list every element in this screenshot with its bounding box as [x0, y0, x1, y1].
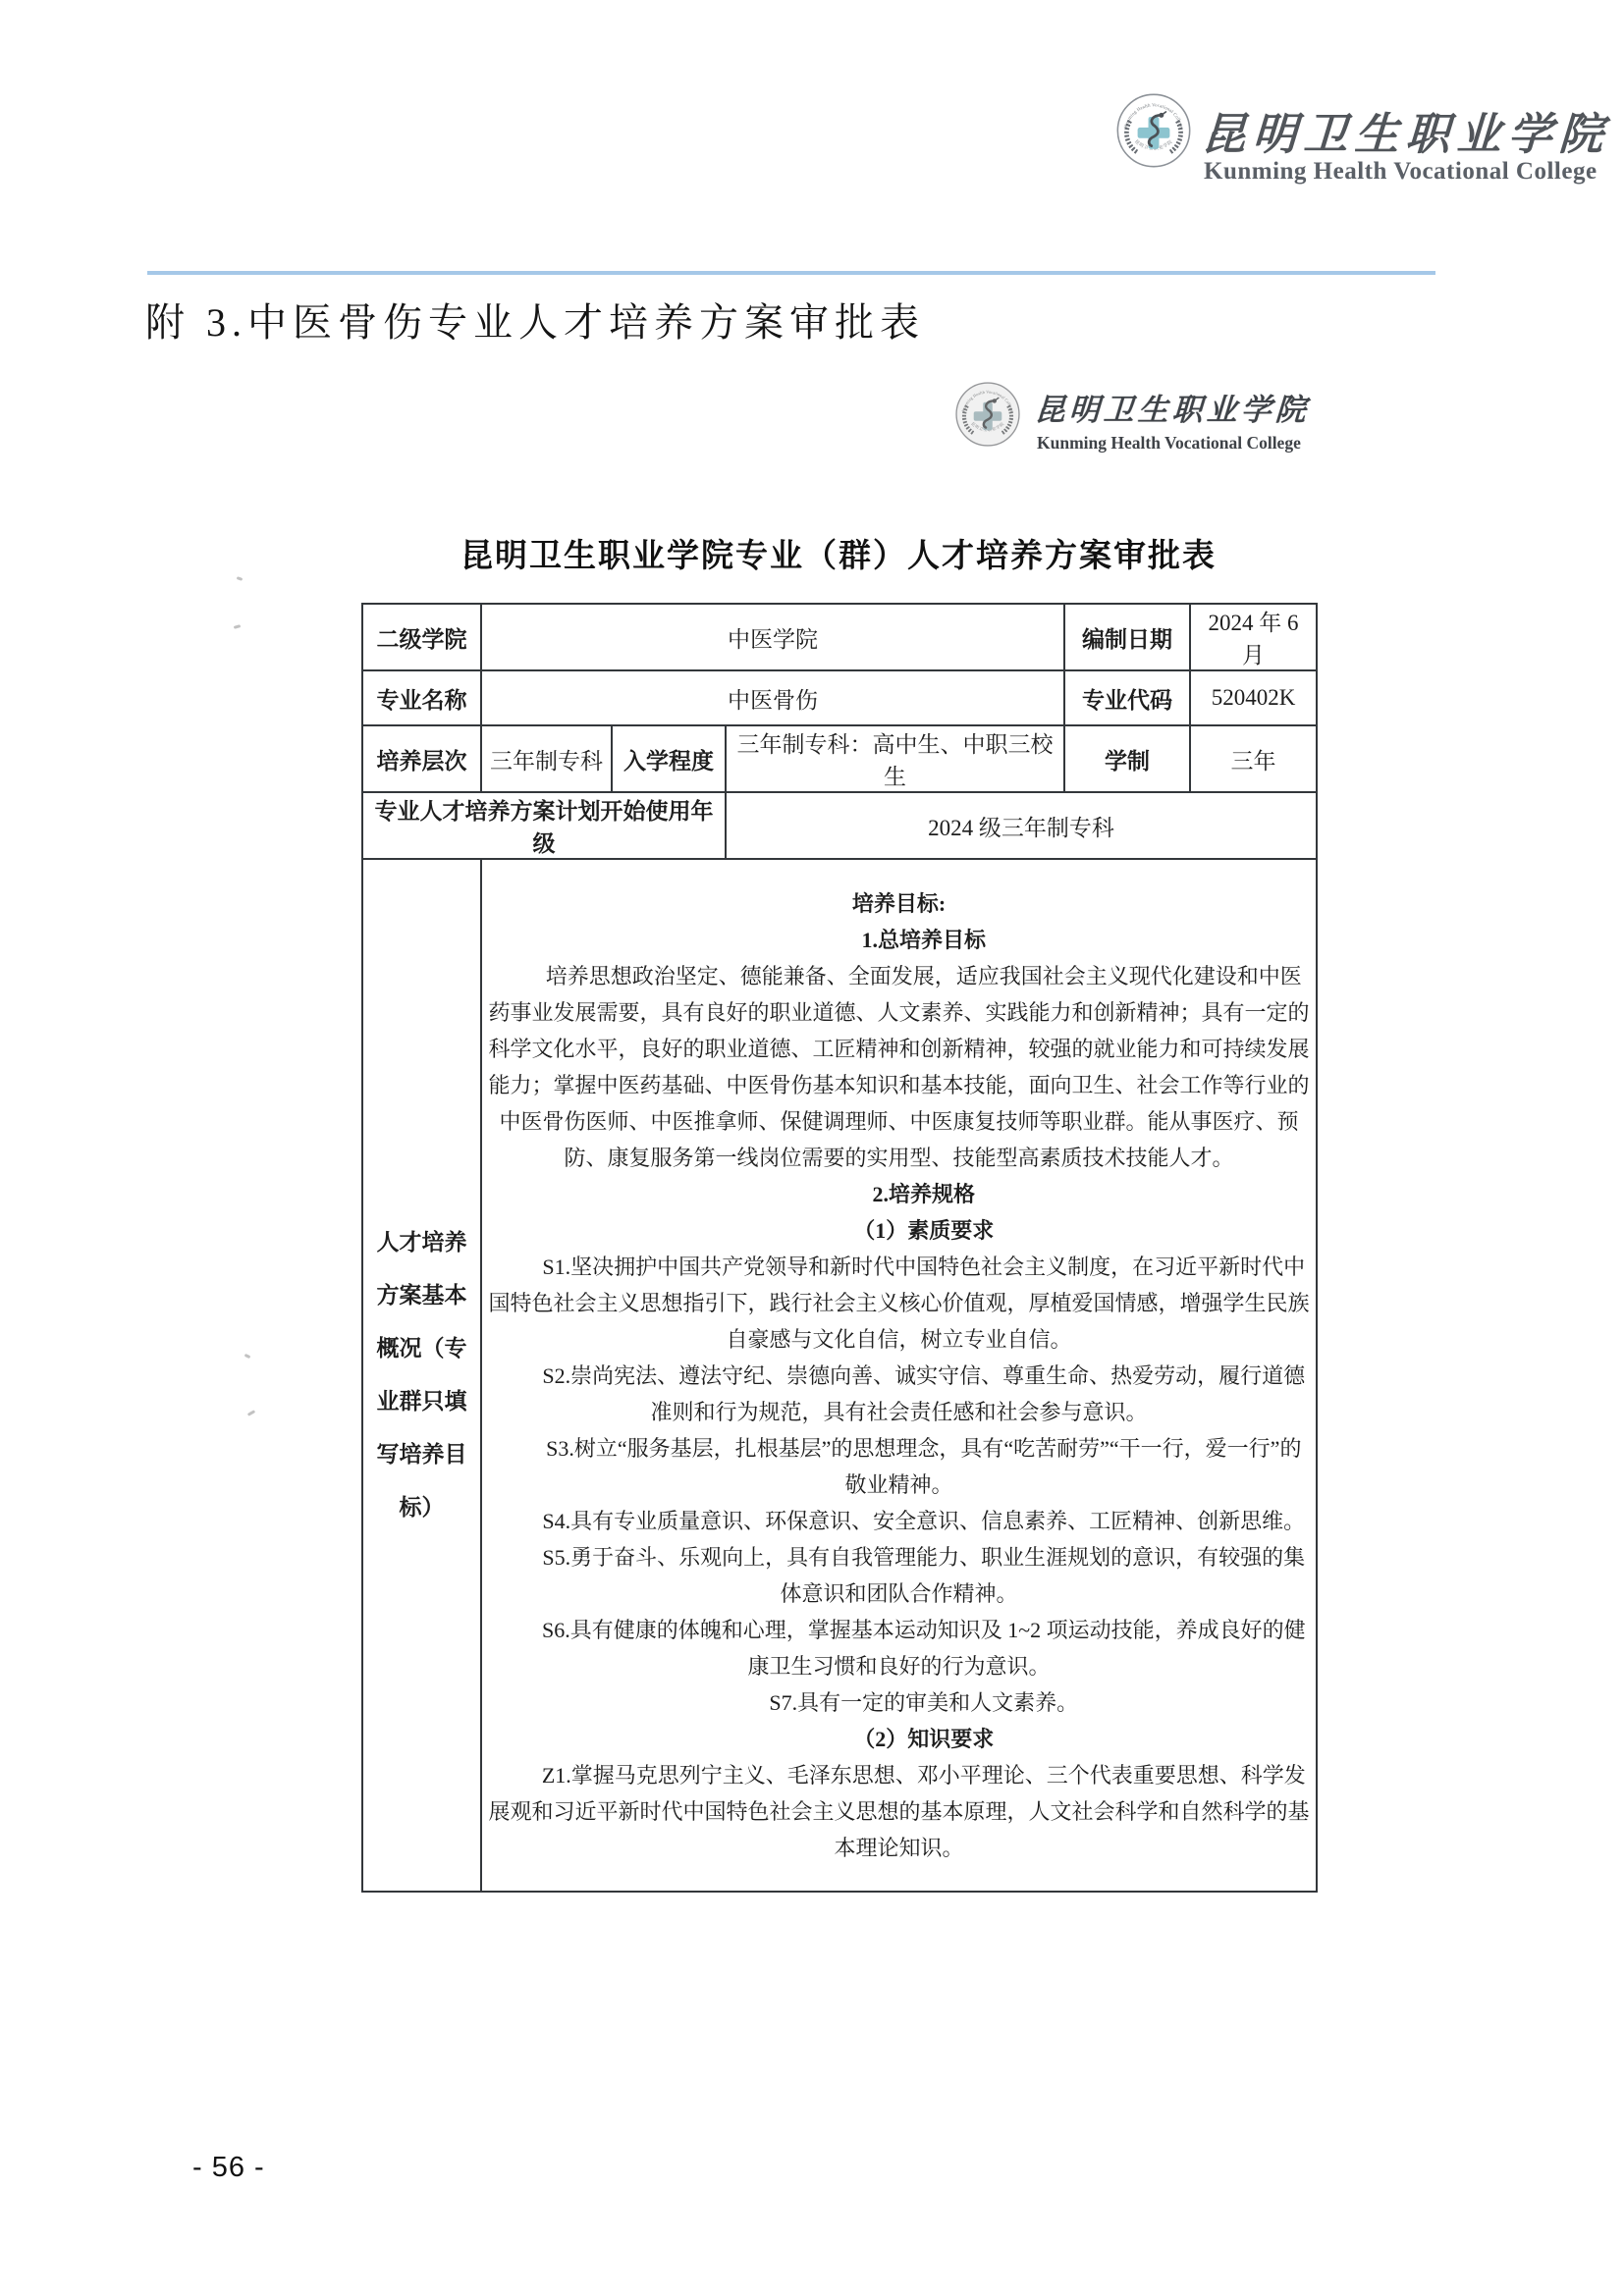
major-code-label: 专业代码 — [1064, 670, 1190, 725]
table-row — [362, 725, 1317, 792]
para-s3: S3.树立“服务基层，扎根基层”的思想理念，具有“吃苦耐劳”“干一行，爱一行”的敬业精神。 — [546, 1435, 1302, 1497]
pencil-mark — [247, 1410, 255, 1416]
table-row — [362, 859, 1317, 1892]
college-seal-icon-scanned — [954, 381, 1021, 448]
compile-date-label: 编制日期 — [1064, 604, 1190, 670]
schooling-length-value: 三年 — [1190, 725, 1317, 792]
mid-college-name-english: Kunming Health Vocational College — [1037, 433, 1301, 453]
approval-form-table — [361, 603, 1318, 1893]
training-level-value: 三年制专科 — [481, 725, 612, 792]
overview-content — [481, 859, 1317, 1892]
para-s6: S6.具有健康的体魄和心理，掌握基本运动知识及 1~2 项运动技能，养成良好的健康卫生习惯和良好的行为意识。 — [541, 1617, 1306, 1679]
para-goal-heading: 培养目标: — [851, 890, 947, 916]
para-general-goal-heading: 1.总培养目标 — [861, 927, 987, 952]
secondary-college-label: 二级学院 — [362, 604, 481, 670]
form-title: 昆明卫生职业学院专业（群）人才培养方案审批表 — [460, 539, 1217, 574]
table-row — [362, 670, 1317, 725]
major-code-value: 520402K — [1190, 670, 1317, 725]
para-z1: Z1.掌握马克思列宁主义、毛泽东思想、邓小平理论、三个代表重要思想、科学发展观和习近平新时代中国特色社会主义思想的基本原理，人文社会科学和自然科学的基本理论知识。 — [488, 1762, 1310, 1860]
overview-label: 人才培养方案基本概况（专业群只填写培养目标） — [362, 859, 481, 1892]
entry-level-label: 入学程度 — [612, 725, 726, 792]
secondary-college-value: 中医学院 — [481, 604, 1064, 670]
para-knowledge-req-heading: （2）知识要求 — [853, 1726, 995, 1751]
para-s1: S1.坚决拥护中国共产党领导和新时代中国特色社会主义制度，在习近平新时代中国特色社会主义思想指引下，践行社会主义核心价值观，厚植爱国情感，增强学生民族自豪感与文化自信，树立专业自信。 — [488, 1254, 1310, 1352]
attachment-title: 附 3.中医骨伤专业人才培养方案审批表 — [145, 300, 925, 345]
entry-level-value: 三年制专科：高中生、中职三校生 — [726, 725, 1064, 792]
para-quality-req-heading: （1）素质要求 — [853, 1217, 995, 1243]
pencil-mark — [234, 624, 242, 629]
training-level-label: 培养层次 — [362, 725, 481, 792]
para-s2: S2.崇尚宪法、遵法守纪、崇德向善、诚实守信、尊重生命、热爱劳动，履行道德准则和行为规范，具有社会责任感和社会参与意识。 — [542, 1362, 1306, 1424]
table-row — [362, 604, 1317, 670]
para-s5: S5.勇于奋斗、乐观向上，具有自我管理能力、职业生涯规划的意识，有较强的集体意识和团队合作精神。 — [542, 1544, 1306, 1606]
para-general-goal-text: 培养思想政治坚定、德能兼备、全面发展，适应我国社会主义现代化建设和中医药事业发展需要，具有良好的职业道德、人文素养、实践能力和创新精神；具有一定的科学文化水平，良好的职业道德、工匠精神和创新精神，较强的就业能力和可持续发展能力；掌握中医药基础、中医骨伤基本知识和基本技能，面向卫生、社会工作等行业的中医骨伤医师、中医推拿师、保健调理师、中医康复技师等职业群。能从事医疗、预防、康复服务第一线岗位需要的实用型、技能型高素质技术技能人才。 — [488, 963, 1310, 1170]
para-s7: S7.具有一定的审美和人文素养。 — [769, 1689, 1079, 1715]
major-name-label: 专业名称 — [362, 670, 481, 725]
college-name-calligraphy: 昆明卫生职业学院 — [1200, 108, 1612, 160]
schooling-length-label: 学制 — [1064, 725, 1190, 792]
major-name-value: 中医骨伤 — [481, 670, 1064, 725]
header-divider-line — [147, 271, 1435, 275]
compile-date-value: 2024 年 6 月 — [1190, 604, 1317, 670]
para-spec-heading: 2.培养规格 — [872, 1181, 976, 1206]
start-year-value: 2024 级三年制专科 — [726, 792, 1317, 859]
pencil-mark — [237, 576, 244, 581]
table-row — [362, 792, 1317, 859]
page-number: - 56 - — [192, 2152, 265, 2183]
mid-college-name-calligraphy: 昆明卫生职业学院 — [1033, 393, 1311, 428]
pencil-mark — [244, 1354, 251, 1359]
college-name-english: Kunming Health Vocational College — [1204, 158, 1597, 185]
para-s4: S4.具有专业质量意识、环保意识、安全意识、信息素养、工匠精神、创新思维。 — [542, 1508, 1306, 1533]
start-year-label: 专业人才培养方案计划开始使用年级 — [362, 792, 726, 859]
college-seal-icon — [1115, 92, 1192, 169]
